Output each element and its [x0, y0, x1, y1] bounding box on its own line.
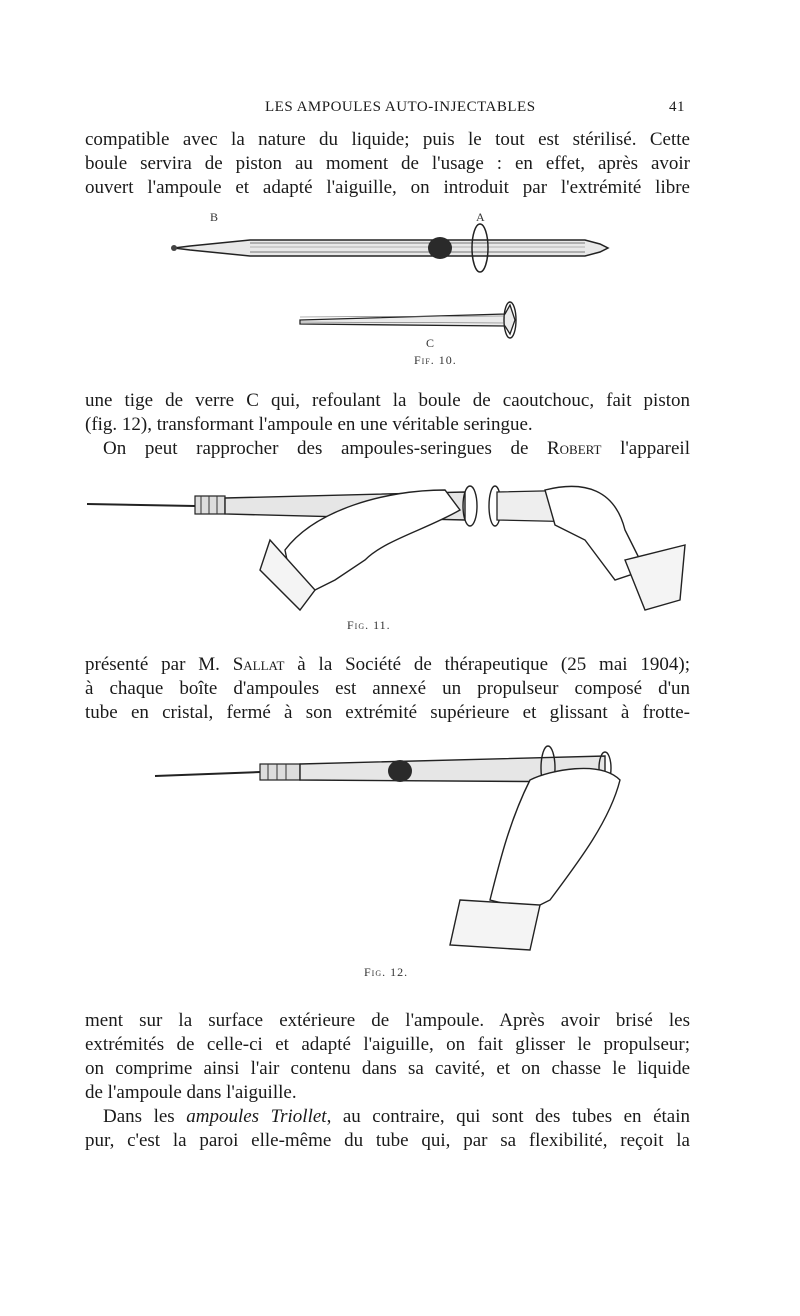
syringe-hands-drawing — [85, 470, 695, 640]
text-span: On peut rapprocher des ampoules-seringues de — [103, 438, 547, 459]
page-number: 41 — [669, 99, 685, 115]
figure-12 — [150, 740, 630, 990]
paragraph-1 — [85, 128, 690, 200]
text-line: ouvert l'ampoule et adapté l'aiguille, on introduit par l'extrémité libre — [85, 177, 690, 198]
text-span: présenté par M. — [85, 654, 233, 675]
text-line: de l'ampoule dans l'aiguille. — [85, 1082, 297, 1103]
text-line: (fig. 12), transformant l'ampoule en une véritable seringue. — [85, 414, 533, 435]
text-span: l'appareil — [601, 438, 690, 459]
text-span: , au contraire, qui sont des tubes en étain — [326, 1106, 691, 1127]
paragraph-4 — [85, 653, 690, 725]
figure-10-caption: Fif. 10. — [414, 353, 457, 367]
author-name: Sallat — [232, 654, 285, 675]
text-line: tube en cristal, fermé à son extrémité supérieure et glissant à frotte- — [85, 702, 690, 723]
paragraph-5 — [85, 1009, 690, 1105]
figure-11-caption: Fig. 11. — [347, 618, 391, 632]
figure-label-a: A — [476, 210, 485, 224]
paragraph-6 — [85, 1105, 690, 1153]
figure-label-b: B — [210, 210, 219, 224]
text-span: à la Société de thérapeutique (25 mai 1904); — [284, 654, 690, 675]
text-line: pur, c'est la paroi elle-même du tube qui, par sa flexibilité, reçoit la — [85, 1130, 690, 1151]
ampoule-drawing — [170, 210, 620, 370]
text-line — [85, 653, 690, 677]
italic-term: ampoules Triollet — [186, 1106, 327, 1127]
author-name: Robert — [546, 438, 602, 459]
text-line: compatible avec la nature du liquide; puis le tout est stérilisé. Cette — [85, 129, 690, 150]
text-line: à chaque boîte d'ampoules est annexé un propulseur composé d'un — [85, 678, 690, 699]
text-line: extrémités de celle-ci et adapté l'aiguille, on fait glisser le propulseur; — [85, 1034, 690, 1055]
text-line — [85, 1105, 690, 1129]
figure-10 — [170, 210, 620, 370]
running-title: LES AMPOULES AUTO-INJECTABLES — [265, 99, 536, 115]
text-span: Dans les — [103, 1106, 187, 1127]
text-line: une tige de verre C qui, refoulant la boule de caoutchouc, fait piston — [85, 390, 690, 411]
figure-label-c: C — [426, 336, 435, 350]
figure-11 — [85, 470, 695, 640]
figure-12-caption: Fig. 12. — [364, 965, 409, 979]
text-line — [85, 437, 690, 461]
paragraph-3 — [85, 437, 690, 461]
paragraph-2 — [85, 389, 690, 437]
syringe-propulseur-drawing — [150, 740, 630, 990]
text-line: on comprime ainsi l'air contenu dans sa cavité, et on chasse le liquide — [85, 1058, 690, 1079]
text-line: ment sur la surface extérieure de l'ampoule. Après avoir brisé les — [85, 1010, 690, 1031]
text-line: boule servira de piston au moment de l'usage : en effet, après avoir — [85, 153, 690, 174]
